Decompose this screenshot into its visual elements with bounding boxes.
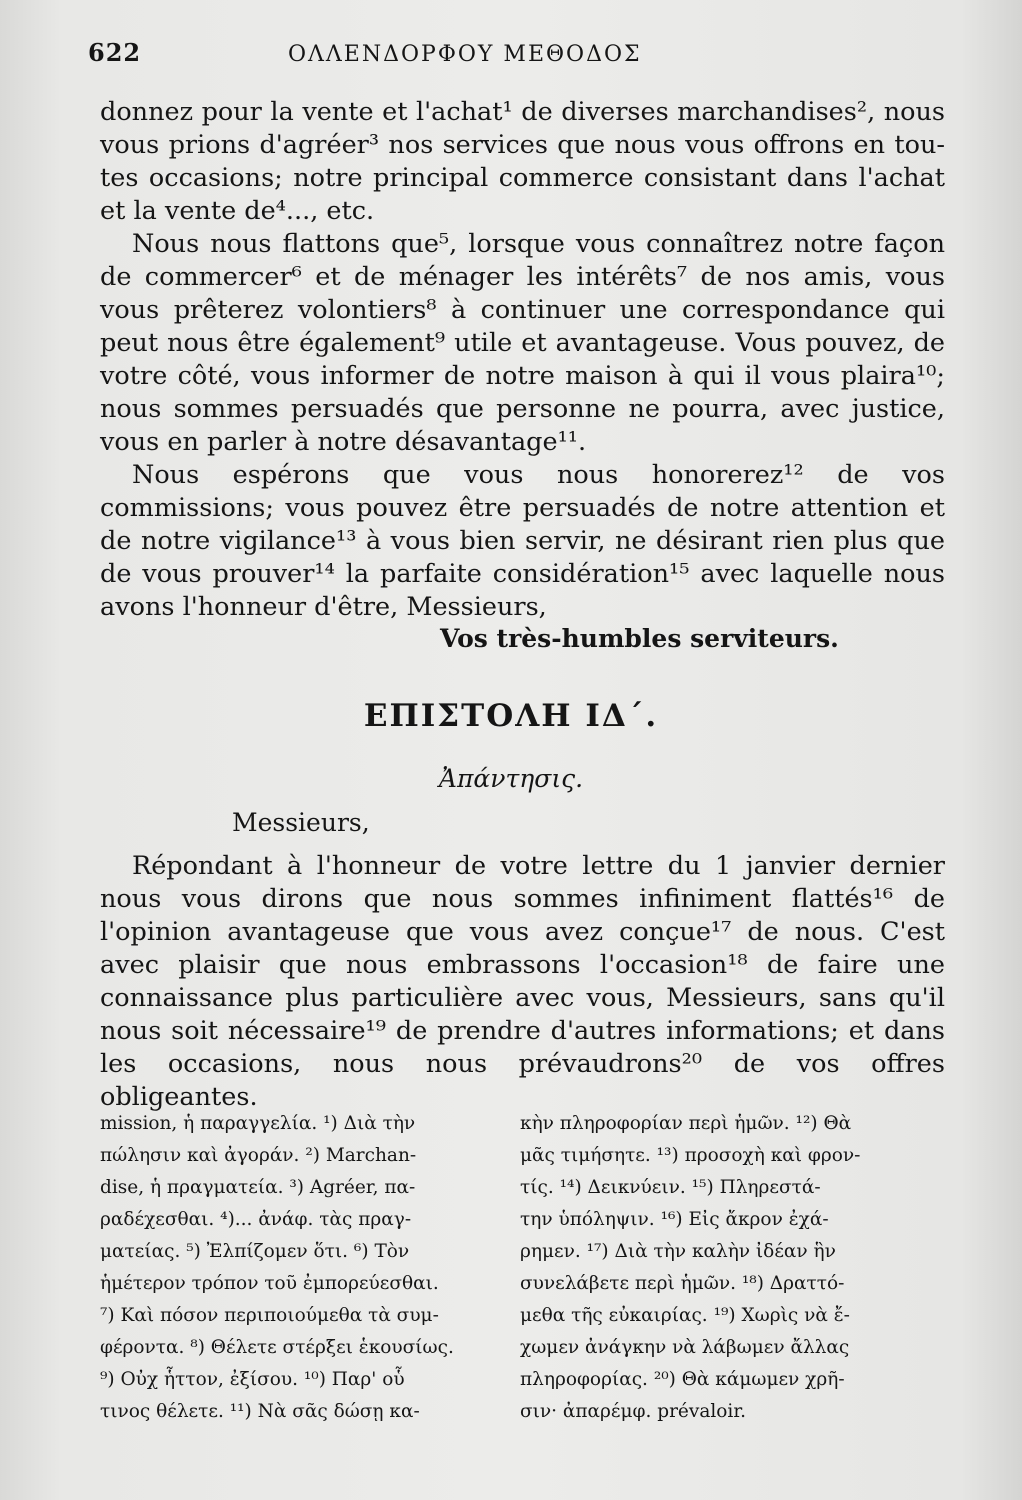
- reply-paragraph: Répondant à l'honneur de votre lettre du 1 janvier dernier nous vous dirons que nous sommes infiniment flattés¹⁶ de l'opinion avantageuse que vous avez conçue¹⁷ de nous. C'est avec plaisir que nous embrassons l'occasion¹⁸ de faire une connaissance plus particulière avec vous, Messieurs, sans qu'il nous soit nécessaire¹⁹ de prendre d'autres informations; et dans les occasions, nous nous prévaudrons²⁰ de vos offres obligeantes.: [100, 851, 945, 1112]
- footnote-line: dise, ἡ πραγματεία. ³) Agréer, πα-: [100, 1177, 416, 1198]
- text-line: vous prions d'agréer³ nos services que nous vous offrons en tou-: [100, 130, 945, 160]
- footnote-line: πώλησιν καὶ ἀγοράν. ²) Marchan-: [100, 1145, 417, 1166]
- footnote-line: τινος θέλετε. ¹¹) Νὰ σᾶς δώσῃ κα-: [100, 1401, 420, 1422]
- footnotes-right-column: [520, 1108, 945, 1428]
- letter-heading: ΕΠΙΣΤΟΛΗ ΙΔ΄.: [363, 698, 659, 734]
- footnote-line: mission, ἡ παραγγελία. ¹) Διὰ τὴν: [100, 1113, 416, 1134]
- letter-body: [100, 96, 945, 624]
- footnote-line: πληροφορίας. ²⁰) Θὰ κάμωμεν χρῆ-: [520, 1369, 845, 1390]
- letter-paragraph-3: Nous espérons que vous nous honorerez¹² de vos commissions; vous pouvez être persuadés de notre attention et de notre vigilance¹³ à vous bien servir, ne désirant rien plus que de vous prouver¹⁴ la parfaite considération¹⁵ avec laquelle nous avons l'honneur d'être, Messieurs,: [100, 460, 945, 622]
- footnote-line: ἡμέτερον τρόπον τοῦ ἐμπορεύεσθαι.: [100, 1273, 439, 1294]
- text-line: tes occasions; notre principal commerce consistant dans l'achat: [100, 163, 945, 193]
- footnote-line: φέροντα. ⁸) Θέλετε στέρξει ἑκουσίως.: [100, 1337, 454, 1358]
- footnote-line: χωμεν ἀνάγκην νὰ λάβωμεν ἄλλας: [520, 1337, 850, 1358]
- footnote-line: συνελάβετε περὶ ἡμῶν. ¹⁸) Δραττό-: [520, 1273, 845, 1294]
- footnotes-left-column: [100, 1108, 500, 1428]
- text-line: et la vente de⁴..., etc.: [100, 196, 375, 226]
- letter-paragraph-2: Nous nous flattons que⁵, lorsque vous connaîtrez notre façon de commercer⁶ et de ménager les intérêts⁷ de nos amis, vous vous prêterez volontiers⁸ à continuer une correspondance qui peut nous être également⁹ utile et avantageuse. Vous pouvez, de votre côté, vous informer de notre maison à qui il vous plaira¹⁰; nous sommes persuadés que personne ne pourra, avec justice, vous en parler à notre désavantage¹¹.: [100, 229, 945, 457]
- letter-paragraph-1: [100, 96, 945, 228]
- letter-subheading: Ἀπάντησις.: [438, 764, 584, 793]
- letter-signature: Vos très-humbles serviteurs.: [440, 624, 839, 653]
- salutation: Messieurs,: [232, 808, 370, 837]
- footnote-line: μᾶς τιμήσητε. ¹³) προσοχὴ καὶ φρον-: [520, 1145, 861, 1166]
- page-number: 622: [88, 38, 142, 67]
- footnote-line: ματείας. ⁵) Ἐλπίζομεν ὅτι. ⁶) Τὸν: [100, 1241, 410, 1262]
- footnote-line: κὴν πληροφορίαν περὶ ἡμῶν. ¹²) Θὰ: [520, 1113, 852, 1134]
- footnote-line: ⁷) Καὶ πόσον περιποιούμεθα τὰ συμ-: [100, 1305, 439, 1326]
- text-line: donnez pour la vente et l'achat¹ de diverses marchandises², nous: [100, 97, 945, 127]
- page-header: [88, 38, 962, 78]
- running-head: ΟΛΛΕΝΔΟΡΦΟΥ ΜΕΘΟΔΟΣ: [288, 42, 642, 67]
- reply-body: [100, 850, 945, 1114]
- footnote-line: την ὑπόληψιν. ¹⁶) Εἰς ἄκρον ἐχά-: [520, 1209, 829, 1230]
- footnote-line: τίς. ¹⁴) Δεικνύειν. ¹⁵) Πληρεστά-: [520, 1177, 821, 1198]
- footnotes: [100, 1108, 945, 1428]
- footnote-line: σιν· ἀπαρέμφ. prévaloir.: [520, 1401, 747, 1422]
- footnote-line: μεθα τῆς εὐκαιρίας. ¹⁹) Χωρὶς νὰ ἔ-: [520, 1305, 850, 1326]
- footnote-line: ⁹) Οὐχ ἧττον, ἐξίσου. ¹⁰) Παρ' οὗ: [100, 1369, 405, 1390]
- footnote-line: ραδέχεσθαι. ⁴)... ἀνάφ. τὰς πραγ-: [100, 1209, 412, 1230]
- footnote-line: ρημεν. ¹⁷) Διὰ τὴν καλὴν ἰδέαν ἣν: [520, 1241, 836, 1262]
